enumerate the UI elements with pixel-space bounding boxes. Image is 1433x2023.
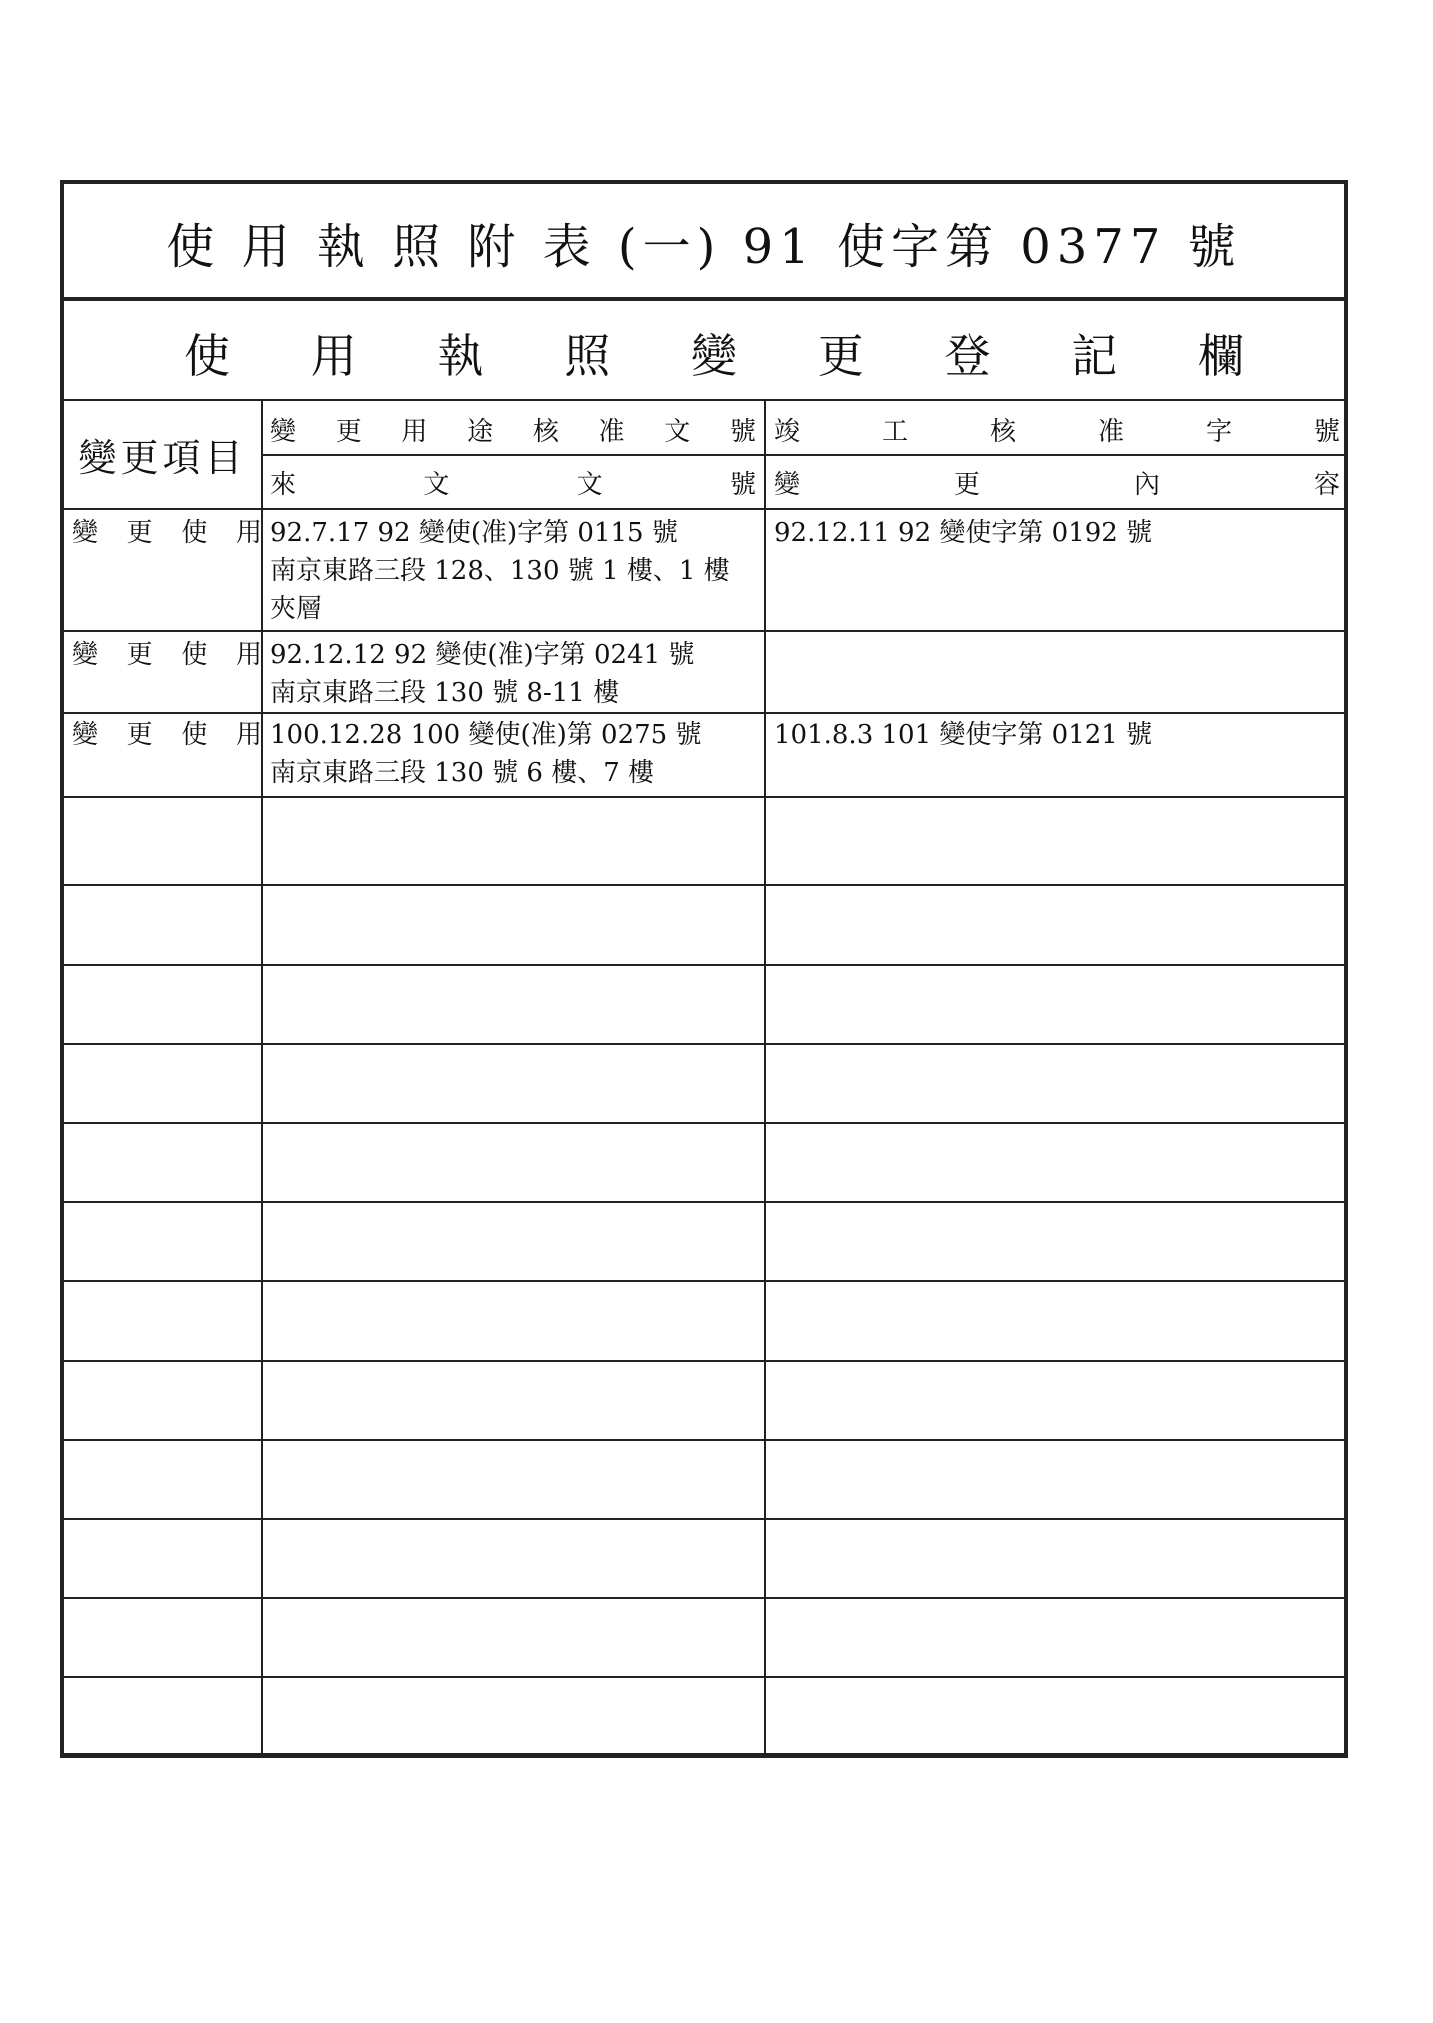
row-divider: [64, 1597, 1344, 1599]
text-line: 100.12.28 100 變使(准)第 0275 號: [270, 720, 702, 750]
row-divider: [64, 1280, 1344, 1282]
header-change-item: 變更項目: [78, 436, 247, 480]
text-line: 92.7.17 92 變使(准)字第 0115 號: [270, 518, 678, 548]
item-char: 用: [235, 518, 262, 548]
header-char: 號: [1313, 416, 1340, 447]
title-row: [64, 184, 1344, 299]
row-divider: [64, 1439, 1344, 1441]
text-line: 92.12.12 92 變使(准)字第 0241 號: [270, 640, 695, 670]
item-char: 變: [72, 720, 99, 750]
header-char: 途: [467, 416, 494, 447]
header-char: 內: [1133, 469, 1160, 500]
header-char: 號: [729, 469, 756, 500]
header-char: 准: [598, 416, 625, 447]
heading-char: 執: [437, 329, 484, 383]
header-char: 來: [270, 469, 297, 500]
header-char: 容: [1313, 469, 1340, 500]
heading-char: 欄: [1198, 329, 1244, 383]
header-char: 文: [423, 469, 450, 500]
header-char: 用: [401, 416, 428, 447]
item-char: 更: [126, 640, 153, 670]
item-char: 使: [181, 640, 208, 670]
item-char: 用: [235, 640, 262, 670]
row-divider: [64, 712, 1344, 714]
heading-char: 變: [691, 329, 737, 383]
column-divider: [261, 401, 263, 1753]
header-char: 字: [1205, 416, 1232, 447]
header-char: 文: [576, 469, 603, 500]
item-char: 使: [181, 518, 208, 548]
header-char: 變: [270, 416, 297, 447]
header-completion-no: [774, 409, 1340, 449]
item-char: 更: [126, 518, 153, 548]
column-divider: [764, 401, 766, 1753]
header-char: 更: [953, 469, 980, 500]
header-char: 核: [532, 416, 559, 447]
header-incoming-no: [270, 462, 756, 502]
row-divider: [64, 1043, 1344, 1045]
text-line: 夾層: [270, 594, 323, 624]
row-divider: [64, 796, 1344, 798]
header-char: 變: [774, 469, 801, 500]
row-divider: [64, 1122, 1344, 1124]
row-divider: [64, 1360, 1344, 1362]
heading-char: 照: [564, 329, 611, 383]
heading-char: 使: [184, 329, 230, 383]
text-line: 南京東路三段 130 號 8-11 樓: [270, 678, 620, 708]
header-change-content: [774, 462, 1340, 502]
header-char: 竣: [774, 416, 801, 447]
row-item: [72, 716, 262, 754]
text-line: 92.12.11 92 變使字第 0192 號: [774, 518, 1153, 548]
row-completion: [774, 514, 1334, 552]
header-char: 工: [881, 416, 908, 447]
row-divider: [64, 884, 1344, 886]
license-table: [60, 180, 1348, 1758]
header-approval-no: [270, 409, 756, 449]
subtitle-row: [64, 299, 1344, 401]
row-divider: [64, 1676, 1344, 1678]
heading-char: 用: [310, 329, 357, 383]
item-char: 使: [181, 720, 208, 750]
header-divider: [261, 454, 1344, 456]
document-title: 使 用 執 照 附 表 (一) 91 使字第 0377 號: [166, 219, 1242, 275]
item-char: 變: [72, 640, 99, 670]
item-char: 變: [72, 518, 99, 548]
text-line: 101.8.3 101 變使字第 0121 號: [774, 720, 1153, 750]
item-char: 更: [126, 720, 153, 750]
text-line: 南京東路三段 130 號 6 樓、7 樓: [270, 758, 655, 788]
section-heading: [184, 323, 1244, 383]
row-divider: [64, 630, 1344, 632]
row-approval: [270, 514, 760, 628]
item-char: 用: [235, 720, 262, 750]
header-char: 號: [729, 416, 756, 447]
heading-char: 更: [817, 329, 864, 383]
row-item: [72, 636, 262, 674]
row-divider: [64, 508, 1344, 510]
header-char: 核: [989, 416, 1016, 447]
row-completion: [774, 716, 1334, 754]
header-char: 文: [664, 416, 691, 447]
text-line: 南京東路三段 128、130 號 1 樓、1 樓: [270, 556, 730, 586]
header-char: 准: [1097, 416, 1124, 447]
row-divider: [64, 964, 1344, 966]
row-divider: [64, 1201, 1344, 1203]
row-divider: [64, 1518, 1344, 1520]
row-approval: [270, 716, 760, 792]
row-item: [72, 514, 262, 552]
heading-char: 登: [944, 329, 991, 383]
header-char: 更: [335, 416, 362, 447]
heading-char: 記: [1071, 329, 1118, 383]
row-approval: [270, 636, 760, 712]
